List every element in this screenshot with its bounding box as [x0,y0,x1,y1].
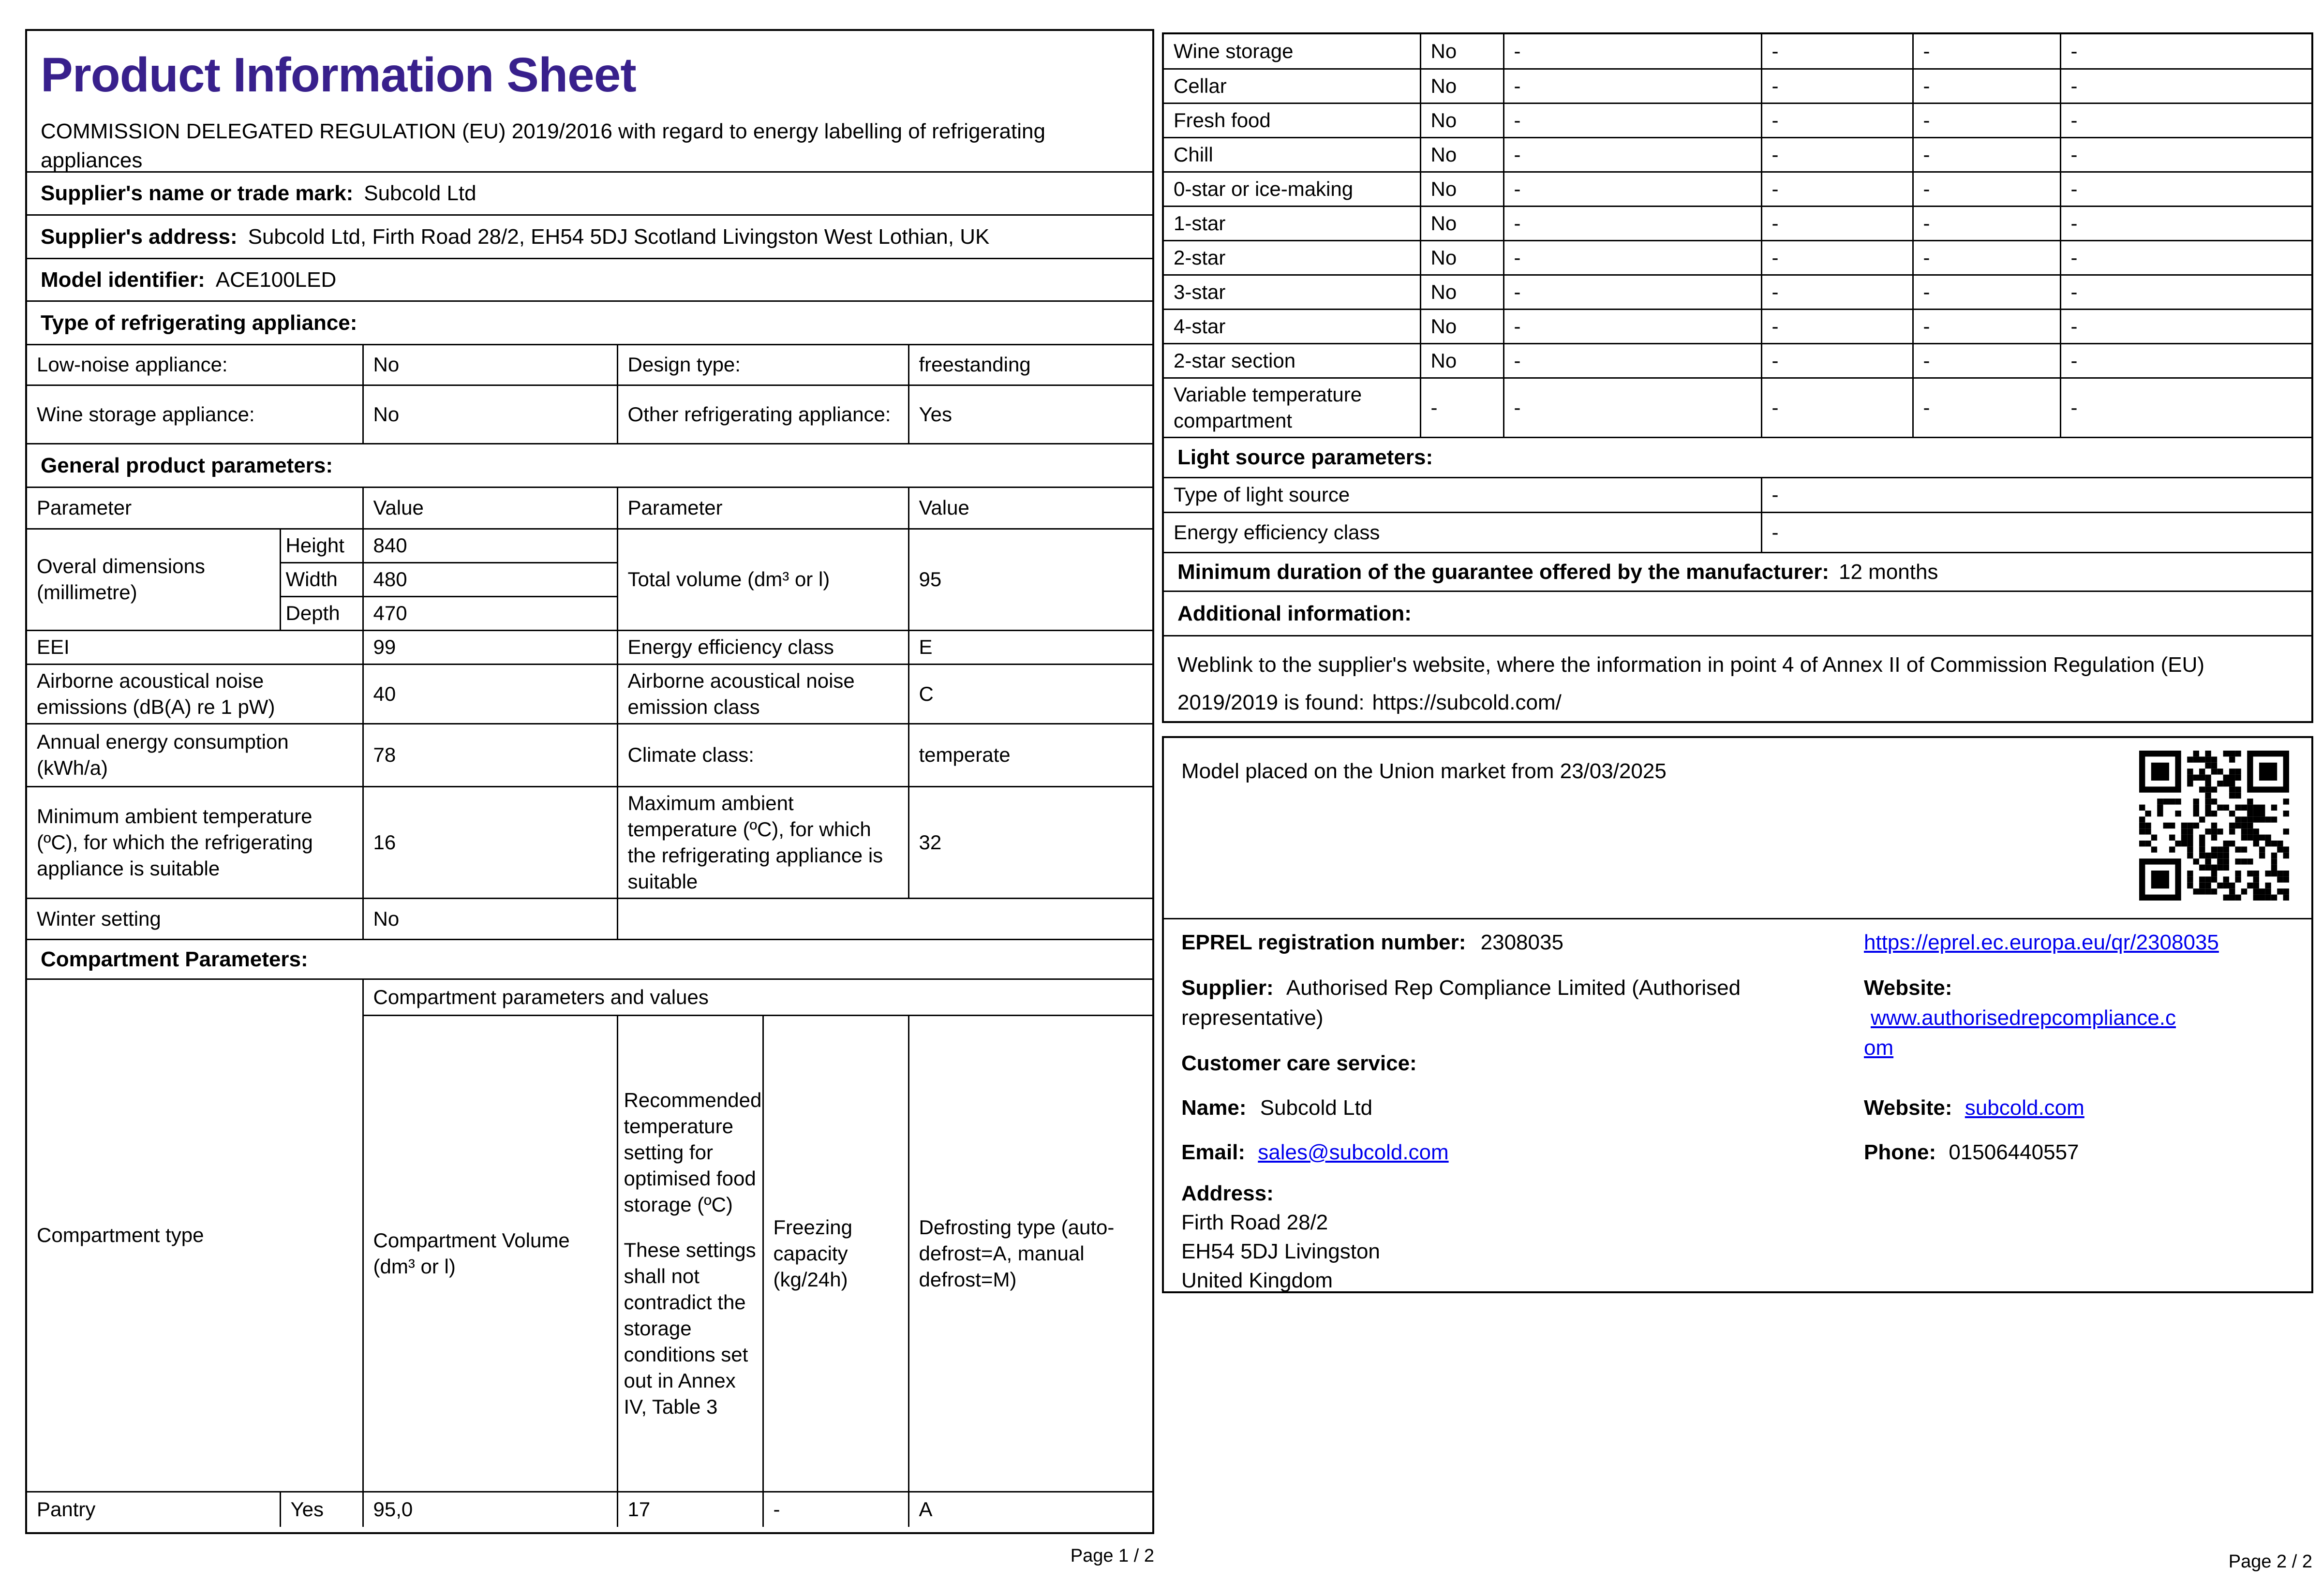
wine-storage-label: Wine storage appliance: [27,385,363,443]
table-row [1164,206,2311,240]
supplier-row-left [1181,973,1844,1033]
eprel-link[interactable]: https://eprel.ec.europa.eu/qr/2308035 [1864,931,2219,954]
compartment-heading-row [27,939,1152,978]
table-row [1164,103,2311,137]
eei-value: 99 [363,630,617,664]
table-row [1164,172,2311,206]
type-heading-row [27,300,1152,344]
row-value: - [2060,172,2311,206]
row-present: No [1420,240,1503,275]
supplier-address-value: Subcold Ltd, Firth Road 28/2, EH54 5DJ Scotland Livingston West Lothian, UK [248,224,990,249]
row-value: - [1913,206,2060,240]
total-volume-value: 95 [908,529,1152,630]
row-value: - [1503,240,1761,275]
compartment-volume-header: Compartment Volume (dm³ or l) [363,1015,617,1492]
energy-class-label: Energy efficiency class [617,630,908,664]
supplier-name-row [27,171,1152,214]
row-label: 2-star [1164,240,1420,275]
row-label: 1-star [1164,206,1420,240]
row-value: - [1503,103,1761,137]
supplier-name-label: Supplier's name or trade mark: [41,181,354,205]
qr-code [2139,751,2289,901]
care-email-link[interactable]: sales@subcold.com [1258,1140,1449,1164]
row-value: - [1913,275,2060,309]
regulation-text: COMMISSION DELEGATED REGULATION (EU) 2019/2016 with regard to energy labelling of refrigerating appliances [41,119,1045,172]
row-value: - [1761,172,1913,206]
row-value: - [1503,34,1761,69]
care-name-label: Name: [1181,1096,1247,1120]
row-label: 0-star or ice-making [1164,172,1420,206]
noise-class-label: Airborne acoustical noise emission class [617,664,908,724]
supplier-name-value: Subcold Ltd [364,181,476,205]
row-value: - [1761,378,1913,437]
address-line: United Kingdom [1181,1269,1333,1292]
additional-info-row [1164,591,2311,635]
page-1 [25,29,1154,1534]
table-row [1164,34,2311,69]
max-ambient-label: Maximum ambient temperature (ºC), for which the refrigerating appliance is suitable [617,786,908,898]
row-value: - [1761,206,1913,240]
row-value: - [1913,103,2060,137]
weblink-row [1164,635,2311,716]
climate-label: Climate class: [617,724,908,786]
general-heading: General product parameters: [41,453,333,477]
low-noise-label: Low-noise appliance: [27,345,363,385]
table-row [1164,309,2311,343]
row-value: - [1913,378,2060,437]
design-type-value: freestanding [908,345,1152,385]
compartment-heading: Compartment Parameters: [41,947,308,971]
row-value: - [1503,172,1761,206]
compartment-temp-header-line1: Recommended temperature setting for optimised food storage (ºC) [624,1088,762,1216]
supplier-website-link[interactable]: www.authorisedrepcompliance.com [1864,1006,2176,1060]
row-value: - [1503,378,1761,437]
row-value: - [1913,137,2060,172]
compartment-type-header: Compartment type [27,980,363,1492]
width-value: 480 [363,562,617,596]
row-value: - [2060,309,2311,343]
row-value: - [1761,103,1913,137]
row-value: - [1503,343,1761,378]
table-row [1164,343,2311,378]
light-table-section [1164,477,2311,552]
page2-compartment-table [1164,34,2311,437]
row-value: - [1761,240,1913,275]
divider [1164,918,2311,919]
row-value: - [1503,309,1761,343]
dimensions-label: Overal dimensions (millimetre) [27,529,280,630]
model-identifier-label: Model identifier: [41,267,205,292]
care-email-row [1181,1140,1449,1165]
care-name-row [1181,1096,1372,1120]
row-value: - [1503,137,1761,172]
row-present: No [1420,275,1503,309]
winter-empty-cell [617,898,1152,939]
light-energy-class-value: - [1761,512,2311,552]
care-phone-value: 01506440557 [1949,1140,2079,1164]
care-name-value: Subcold Ltd [1260,1096,1373,1120]
guarantee-row [1164,552,2311,591]
light-table [1164,478,2311,552]
general-col-parameter-2: Parameter [617,488,908,529]
model-identifier-value: ACE100LED [215,267,337,292]
row-present: No [1420,34,1503,69]
eprel-link-wrap [1864,931,2309,955]
market-placed-text: Model placed on the Union market from 23/03/2025 [1181,759,1667,783]
care-website-row [1864,1096,2084,1120]
row-label: Fresh food [1164,103,1420,137]
general-table [27,488,1152,939]
row-value: - [1761,275,1913,309]
address-label: Address: [1181,1182,1274,1205]
compartment-table-section [27,978,1152,1527]
row-value: - [1913,343,2060,378]
row-present: - [1420,378,1503,437]
light-type-label: Type of light source [1164,478,1761,512]
supplier-address-label: Supplier's address: [41,224,238,249]
compartment-freezing-header: Freezing capacity (kg/24h) [763,1015,908,1492]
page1-number: Page 1 / 2 [1070,1546,1154,1566]
winter-value: No [363,898,617,939]
market-info-box [1162,736,2313,1293]
energy-class-value: E [908,630,1152,664]
supplier-address-row [27,214,1152,258]
light-heading-row [1164,437,2311,477]
model-identifier-row [27,258,1152,300]
page2-compartment-table-section [1164,34,2311,437]
table-row [1164,137,2311,172]
height-label: Height [280,529,363,562]
climate-value: temperate [908,724,1152,786]
low-noise-value: No [363,345,617,385]
page-title: Product Information Sheet [41,48,636,102]
row-value: - [2060,34,2311,69]
eei-label: EEI [27,630,363,664]
row-label: Chill [1164,137,1420,172]
page2-parameters-box [1162,32,2313,723]
light-type-value: - [1761,478,2311,512]
guarantee-label: Minimum duration of the guarantee offered by the manufacturer: [1177,560,1830,584]
pantry-temp: 17 [617,1492,763,1527]
compartment-group-header: Compartment parameters and values [363,980,1152,1015]
row-value: - [1913,69,2060,103]
pantry-freezing: - [763,1492,908,1527]
row-value: - [1503,206,1761,240]
eprel-row-left [1181,931,1563,955]
depth-value: 470 [363,596,617,630]
depth-label: Depth [280,596,363,630]
design-type-label: Design type: [617,345,908,385]
row-label: Variable temperature compartment [1164,378,1420,437]
eprel-value: 2308035 [1480,931,1563,954]
row-value: - [1913,309,2060,343]
pantry-volume: 95,0 [363,1492,617,1527]
address-line: Firth Road 28/2 [1181,1211,1328,1234]
pantry-present: Yes [280,1492,363,1527]
max-ambient-value: 32 [908,786,1152,898]
compartment-temp-header [617,1015,763,1492]
min-ambient-value: 16 [363,786,617,898]
general-col-parameter-1: Parameter [27,488,363,529]
row-value: - [2060,103,2311,137]
row-value: - [1761,309,1913,343]
row-label: 3-star [1164,275,1420,309]
pantry-defrost: A [908,1492,1152,1527]
row-value: - [2060,69,2311,103]
height-value: 840 [363,529,617,562]
width-label: Width [280,562,363,596]
wine-storage-value: No [363,385,617,443]
compartment-temp-header-line2: These settings shall not contradict the storage conditions set out in Annex IV, Table 3 [624,1238,756,1418]
customer-care-heading: Customer care service: [1181,1051,1417,1075]
noise-class-value: C [908,664,1152,724]
row-present: No [1420,137,1503,172]
row-value: - [1761,34,1913,69]
light-heading: Light source parameters: [1177,445,1433,469]
min-ambient-label: Minimum ambient temperature (ºC), for which the refrigerating appliance is suitable [27,786,363,898]
row-present: No [1420,309,1503,343]
weblink-url: https://subcold.com/ [1372,691,1562,714]
row-value: - [2060,275,2311,309]
row-value: - [1913,172,2060,206]
type-table-section [27,344,1152,443]
general-heading-row [27,443,1152,487]
general-table-section [27,487,1152,939]
weblink-label: Weblink to the supplier's website, where the information in point 4 of Annex II of Commission Regulation (EU) 2019/2019 is found: [1177,653,2205,714]
table-row [1164,69,2311,103]
address-block [1181,1179,1380,1295]
row-present: No [1420,206,1503,240]
address-line: EH54 5DJ Livingston [1181,1240,1380,1263]
table-row [1164,240,2311,275]
type-heading: Type of refrigerating appliance: [41,310,357,335]
type-table [27,345,1152,443]
care-phone-label: Phone: [1864,1140,1936,1164]
row-value: - [2060,343,2311,378]
page1-header [27,31,1152,171]
row-present: No [1420,103,1503,137]
row-value: - [1761,137,1913,172]
row-label: 2-star section [1164,343,1420,378]
noise-value: 40 [363,664,617,724]
supplier-website-wrap [1864,973,2183,1063]
other-appliance-label: Other refrigerating appliance: [617,385,908,443]
row-value: - [1761,343,1913,378]
page2-number: Page 2 / 2 [2228,1552,2312,1572]
general-col-value-1: Value [363,488,617,529]
row-value: - [2060,206,2311,240]
supplier-label: Supplier: [1181,976,1274,1000]
eprel-label: EPREL registration number: [1181,931,1466,954]
row-label: Cellar [1164,69,1420,103]
row-value: - [1503,69,1761,103]
noise-label: Airborne acoustical noise emissions (dB(A) re 1 pW) [27,664,363,724]
other-appliance-value: Yes [908,385,1152,443]
annual-energy-value: 78 [363,724,617,786]
compartment-defrost-header: Defrosting type (auto-defrost=A, manual defrost=M) [908,1015,1152,1492]
guarantee-value: 12 months [1839,560,1938,584]
row-present: No [1420,343,1503,378]
row-value: - [2060,137,2311,172]
table-row [1164,378,2311,437]
light-energy-class-label: Energy efficiency class [1164,512,1761,552]
row-value: - [1913,240,2060,275]
row-value: - [1913,34,2060,69]
care-email-label: Email: [1181,1140,1246,1164]
row-present: No [1420,69,1503,103]
row-value: - [1761,69,1913,103]
row-value: - [2060,378,2311,437]
row-value: - [1503,275,1761,309]
row-present: No [1420,172,1503,206]
general-col-value-2: Value [908,488,1152,529]
row-label: 4-star [1164,309,1420,343]
row-label: Wine storage [1164,34,1420,69]
care-website-link[interactable]: subcold.com [1965,1096,2084,1120]
supplier-value: Authorised Rep Compliance Limited (Authorised representative) [1181,976,1741,1030]
supplier-website-label: Website: [1864,976,1952,1000]
row-value: - [2060,240,2311,275]
additional-info-heading: Additional information: [1177,601,1412,625]
care-phone-row [1864,1140,2079,1165]
winter-label: Winter setting [27,898,363,939]
pantry-type: Pantry [27,1492,280,1527]
total-volume-label: Total volume (dm³ or l) [617,529,908,630]
annual-energy-label: Annual energy consumption (kWh/a) [27,724,363,786]
care-website-label: Website: [1864,1096,1952,1120]
table-row [1164,275,2311,309]
compartment-table [27,980,1152,1527]
